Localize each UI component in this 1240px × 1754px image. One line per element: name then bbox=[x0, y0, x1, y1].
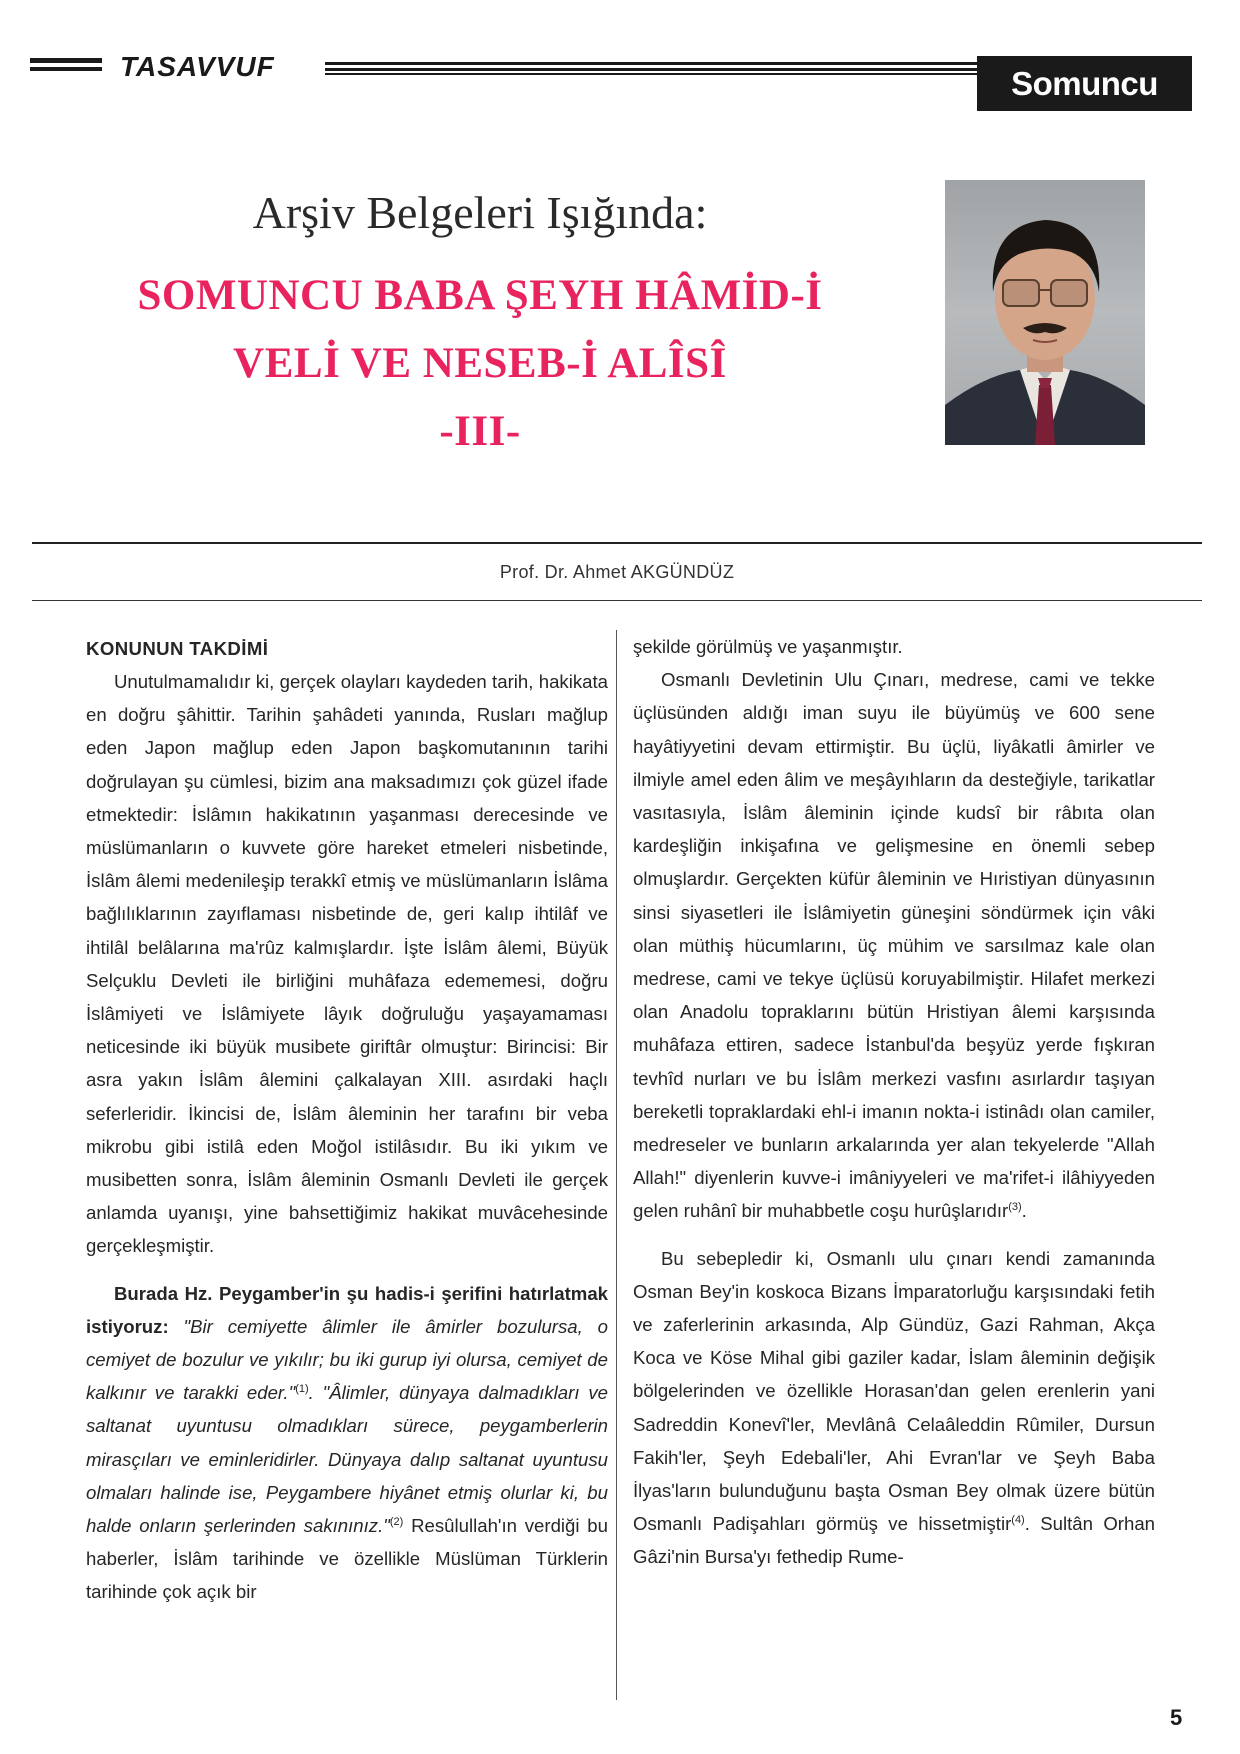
title-line-2: VELİ VE NESEB-İ ALÎSÎ bbox=[233, 340, 727, 387]
right-column bbox=[633, 630, 1155, 1574]
portrait-illustration bbox=[945, 180, 1145, 445]
hadith-intro: Burada Hz. Peygamber'in şu hadis-i şerifini hatırlatmak istiyoruz: bbox=[86, 1282, 608, 1337]
paragraph-tail: Resûlullah'ın verdiği bu haberler, İslâm tarihinde ve özellikle Müslüman Türklerin tarihinde çok açık bir bbox=[86, 1515, 608, 1603]
footnote-ref: (2) bbox=[389, 1516, 404, 1529]
author-rule-bottom bbox=[32, 600, 1202, 601]
page-number: 5 bbox=[1170, 1705, 1183, 1730]
paragraph-end: . bbox=[1021, 1200, 1027, 1222]
author-rule-top bbox=[32, 542, 1202, 544]
footnote-ref: (4) bbox=[1011, 1514, 1025, 1527]
paragraph-text: Bu sebepledir ki, Osmanlı ulu çınarı kendi zamanında Osman Bey'in koskoca Bizans İmparatorluğu karşısındaki fetih ve zaferlerinin arkasında, Alp Gündüz, Gazi Rahman, Akça Koca ve Köse Mihal gibi gaziler kadar, İslam âleminin değişik bölgelerinden ve özellikle Horasan'dan gelen erenlerin yani Sadreddin Konevî'ler, Mevlânâ Celaâleddin Rûmiler, Dursun Fakih'ler, Şeyh Edebali'ler, Ahi Evran'lar ve Şeyh Baba İlyas'ların bulunduğunu başta Osman Bey olmak üzere bütün Osmanlı Padişahları görmüş ve hissetmiştir bbox=[633, 1247, 1155, 1535]
paragraph-continued: şekilde görülmüş ve yaşanmıştır. bbox=[633, 636, 903, 657]
title-line-3: -III- bbox=[439, 408, 521, 455]
footnote-ref: (1) bbox=[295, 1383, 309, 1396]
magazine-brand: Somuncu Baba bbox=[977, 56, 1192, 111]
paragraph bbox=[633, 663, 1155, 1227]
author-name: Prof. Dr. Ahmet AKGÜNDÜZ bbox=[499, 562, 735, 582]
paragraph: Unutulmamalıdır ki, gerçek olayları kaydeden tarih, hakikata en doğru şâhittir. Tarihin şahâdeti yanında, Rusları mağlup eden Japon mağlup eden Japon başkomutanının tarihi doğrulayan şu cümlesi, bizim ana maksadımızı çok güzel ifade etmektedir: İslâmın hakikatının yaşanması derecesinde ve müslümanların o kuvvete göre hareket etmeleri nisbetinde, İslâm âlemi medenileşip terakkî etmiş ve müslümanların İslâma bağlılıklarının zayıflaması nisbetinde de, geri kalıp ihtilâf ve ihtilâl belâlarına ma'rûz kalmışlardır. İşte İslâm âlemi, Büyük Selçuklu Devleti ile birliğini muhâfaza edememesi, doğru İslâmiyeti ve İslâmiyete lâyık doğruluğu yaşayamaması neticesinde iki büyük musibete giriftâr olmuştur: Birincisi: Bir asra yakın İslâm âlemini çalkalayan XIII. asırdaki haçlı seferleridir. İkincisi de, İslâm âleminin her tarafını bir veba mikrobu gibi istilâ eden Moğol istilâsıdır. Bu iki yıkım ve musibetten sonra, İslâm âleminin Osmanlı Devleti ile gerçek anlamda uyanışı, yine bahsettiğimiz hakikat muvâcehesinde gerçekleşmiştir. bbox=[86, 671, 608, 1257]
section-label: TASAVVUF bbox=[120, 51, 275, 82]
hadith-quote-2: . "Âlimler, dünyaya dalmadıkları ve saltanat uyuntusu olmadıkları sürece, peygamberlerin mirasçıları ve eminleridirler. Dünyaya dalıp saltanat uyuntusu olmaları halinde ise, Peygambere hiyânet etmiş olurlar ki, bu halde onların şerlerinden sakınınız." bbox=[86, 1382, 608, 1537]
article-title bbox=[40, 262, 920, 466]
hadith-quote-1: "Bir cemiyette âlimler ile âmirler bozulursa, o cemiyet de bozulur ve yıkılır; bu iki gurup iyi olursa, cemiyet de kalkınır ve tarakki eder." bbox=[86, 1315, 608, 1404]
paragraph-end: . Sultân Orhan Gâzi'nin Bursa'yı fethedip Rume- bbox=[633, 1513, 1156, 1568]
section-heading: KONUNUN TAKDİMİ bbox=[86, 638, 269, 659]
paragraph-text: Osmanlı Devletinin Ulu Çınarı, medrese, cami ve tekke üçlüsünden aldığı iman suyu ile büyümüş ve 600 sene hayâtiyyetini devam ettirmiştir. Bu üçlü, liyâkatli âmirler ve ilmiyle amel eden âlim ve meşâyıhların da desteğiyle, tarikatlar vasıtasıyla, İslâm âleminin içinde kudsî bir râbıta olan kardeşliğin inkişafına ve gelişmesine en önemli sebep olmuşlardır. Gerçekten küfür âleminin ve Hıristiyan dünyasının sinsi siyasetleri ile İslâmiyetin güneşini söndürmek için vâki olan müthiş hücumlarını, üç mühim ve sarsılmaz kale olan medrese, cami ve tekye üçlüsü koruyabilmiştir. Hilafet merkezi olan Anadolu topraklarını bütün Hristiyan âlemi karşısında muhâfaza ettiren, sadece İstanbul'da beşyüz yerde fışkıran tevhîd nurları ve bu İslâm merkezi vasfını asırlardır taşıyan bereketli topraklardaki ehl-i imanın nokta-i istinâdı olan camiler, medreseler ve bunların arkalarında yer alan tekyelerde "Allah Allah!" diyenlerin kuvve-i imâniyyeleri ve ma'rifet-i ilâhiyyeden gelen ruhânî bir muhabbetle coşu hurûşlarıdır bbox=[633, 669, 1155, 1222]
column-divider bbox=[616, 630, 617, 1700]
paragraph-hadith bbox=[86, 1277, 608, 1609]
paragraph bbox=[633, 1242, 1155, 1574]
title-line-1: SOMUNCU BABA ŞEYH HÂMİD-İ bbox=[137, 272, 823, 319]
footnote-ref: (3) bbox=[1008, 1201, 1022, 1214]
title-preline: Arşiv Belgeleri Işığında: bbox=[252, 187, 708, 238]
left-column bbox=[86, 632, 608, 1609]
header-decor-bar bbox=[30, 58, 102, 72]
header-rule bbox=[325, 62, 985, 76]
author-portrait bbox=[945, 180, 1145, 445]
